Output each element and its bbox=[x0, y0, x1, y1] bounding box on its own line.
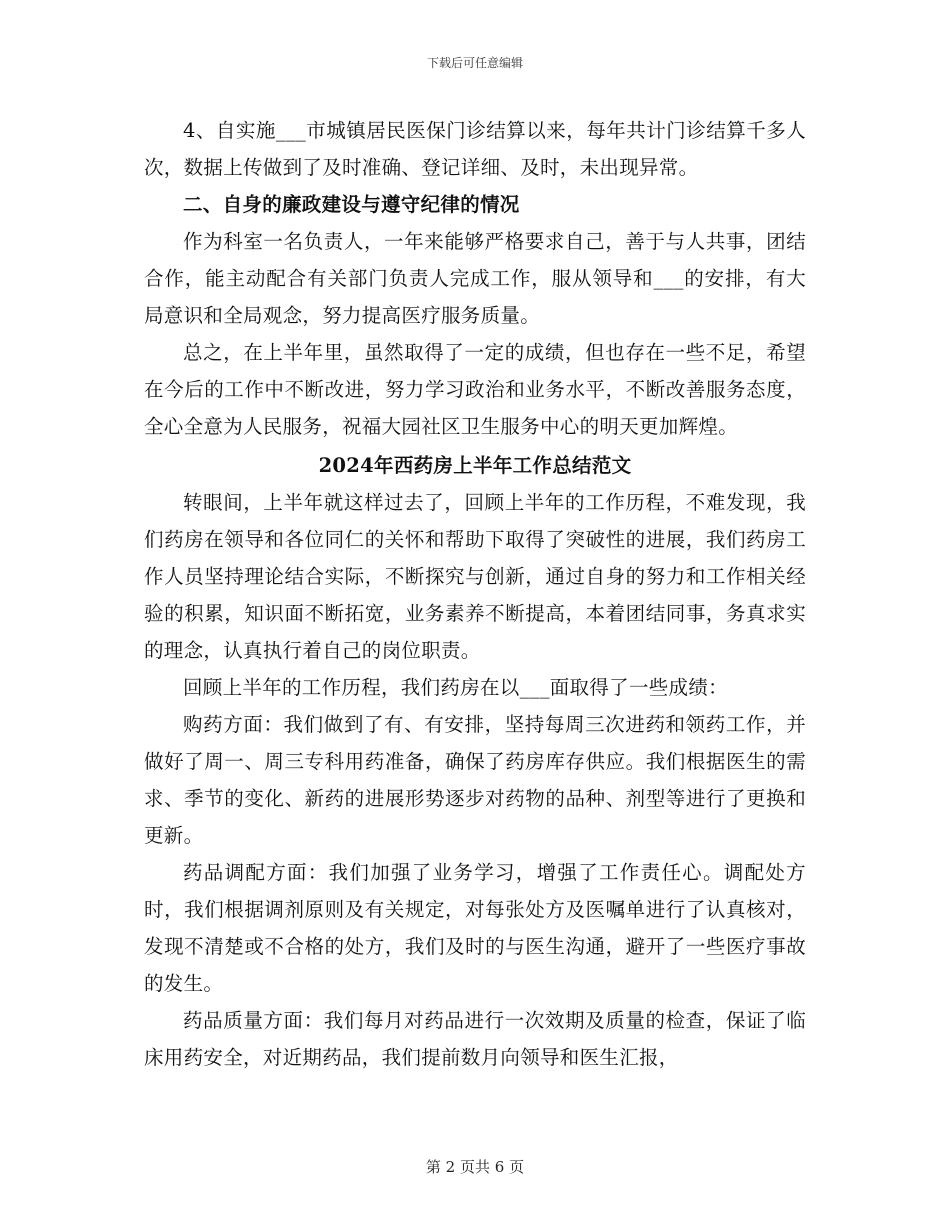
paragraph-purchasing: 购药方面：我们做到了有、有安排，坚持每周三次进药和领药工作，并做好了周一、周三专科用药准备，确保了药房库存供应。我们根据医生的需求、季节的变化、新药的进展形势逐步对药物的品种、剂型等进行了更换和更新。 bbox=[144, 713, 806, 847]
document-body bbox=[144, 112, 806, 1076]
paragraph-quality: 药品质量方面：我们每月对药品进行一次效期及质量的检查，保证了临床用药安全，对近期药品，我们提前数月向领导和医生汇报， bbox=[144, 1009, 806, 1069]
paragraph-settlement: 4、自实施___市城镇居民医保门诊结算以来，每年共计门诊结算千多人次，数据上传做到了及时准确、登记详细、及时，未出现异常。 bbox=[144, 119, 806, 179]
paragraph-dispensing: 药品调配方面：我们加强了业务学习，增强了工作责任心。调配处方时，我们根据调剂原则及有关规定，对每张处方及医嘱单进行了认真核对，发现不清楚或不合格的处方，我们及时的与医生沟通，避开了一些医疗事故的发生。 bbox=[144, 861, 806, 995]
page-number: 第 2 页共 6 页 bbox=[425, 1158, 525, 1176]
paragraph-intro: 转眼间，上半年就这样过去了，回顾上半年的工作历程，不难发现，我们药房在领导和各位同仁的关怀和帮助下取得了突破性的进展，我们药房工作人员坚持理论结合实际，不断探究与创新，通过自身的努力和工作相关经验的积累，知识面不断拓宽，业务素养不断提高，本着团结同事，务真求实的理念，认真执行着自己的岗位职责。 bbox=[144, 491, 806, 662]
paragraph-conclusion: 总之，在上半年里，虽然取得了一定的成绩，但也存在一些不足，希望在今后的工作中不断改进，努力学习政治和业务水平，不断改善服务态度，全心全意为人民服务，祝福大园社区卫生服务中心的明天更加辉煌。 bbox=[144, 341, 806, 438]
section-heading-integrity: 二、自身的廉政建设与遵守纪律的情况 bbox=[183, 193, 520, 216]
paragraph-review: 回顾上半年的工作历程，我们药房在以___面取得了一些成绩： bbox=[183, 676, 728, 699]
page-header-note: 下载后可任意编辑 bbox=[426, 56, 523, 70]
paragraph-responsibility: 作为科室一名负责人，一年来能够严格要求自己，善于与人共事，团结合作，能主动配合有关部门负责人完成工作，服从领导和___的安排，有大局意识和全局观念，努力提高医疗服务质量。 bbox=[144, 230, 806, 327]
document-title: 2024年西药房上半年工作总结范文 bbox=[318, 454, 632, 477]
